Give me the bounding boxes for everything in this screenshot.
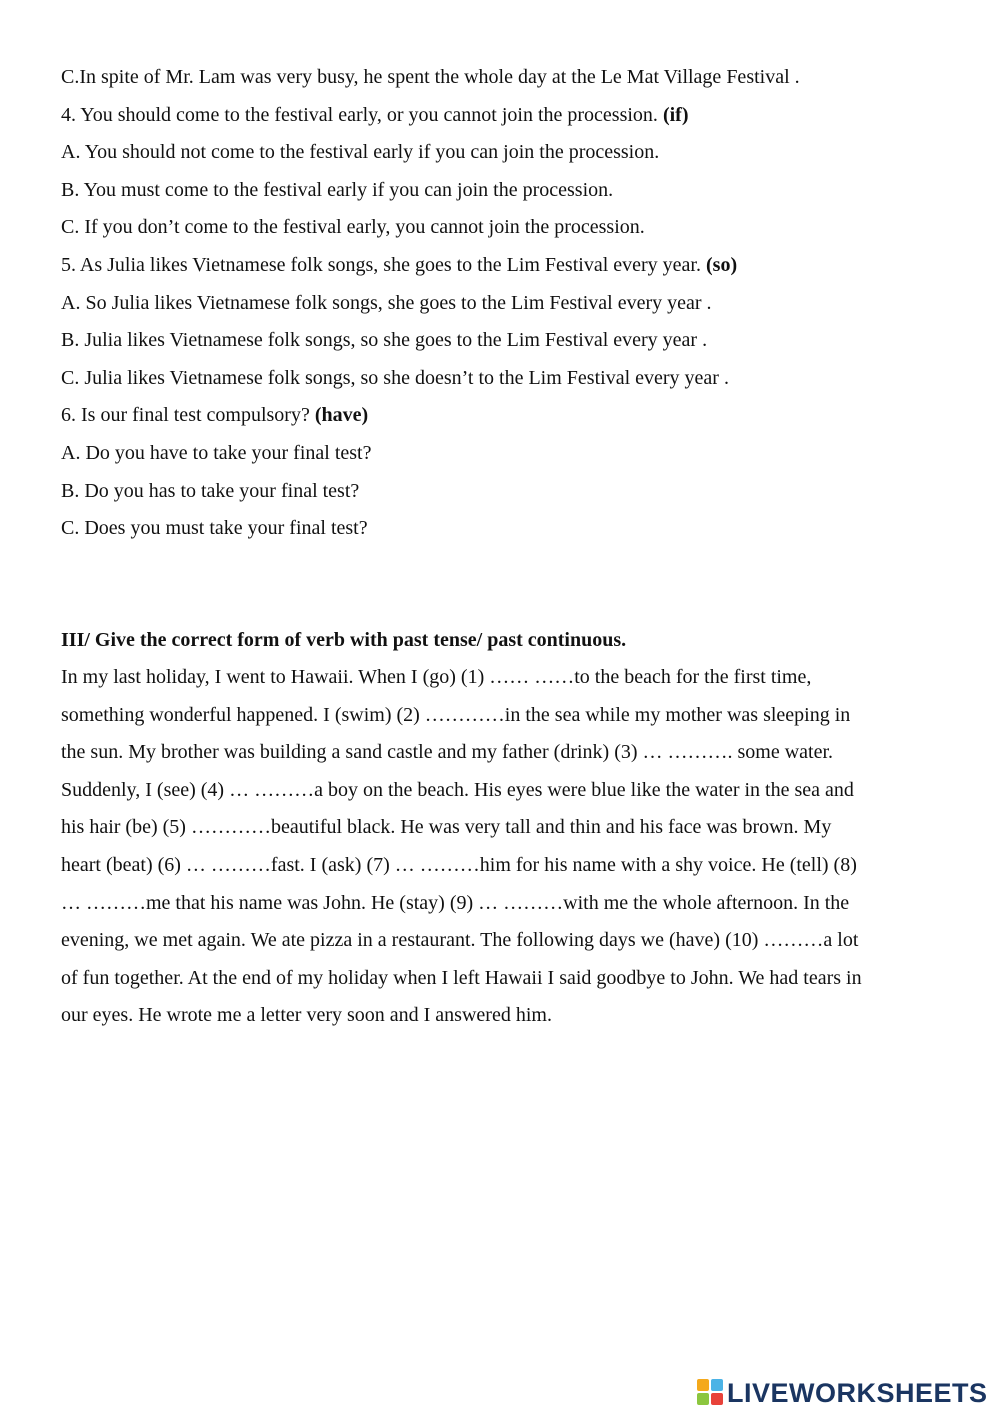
question-line: [61, 97, 961, 135]
option-line: [61, 510, 961, 548]
option-line: [61, 59, 961, 97]
option-line: [61, 322, 961, 360]
option-line: [61, 473, 961, 511]
option-line: [61, 209, 961, 247]
line-text: A. So Julia likes Vietnamese folk songs, she goes to the Lim Festival every year .: [61, 291, 712, 314]
passage-line: our eyes. He wrote me a letter very soon and I answered him.: [61, 1004, 552, 1027]
passage-line: … ………me that his name was John. He (stay) (9) … ………with me the whole afternoon. In the: [61, 891, 850, 914]
option-line: [61, 134, 961, 172]
line-text: B. You must come to the festival early if you can join the procession.: [61, 178, 614, 201]
line-text: 6. Is our final test compulsory?: [61, 404, 315, 427]
passage-line: In my last holiday, I went to Hawaii. When I (go) (1) …… ……to the beach for the first time,: [61, 666, 812, 688]
liveworksheets-logo: [697, 1378, 988, 1408]
option-line: [61, 435, 961, 473]
line-text: A. You should not come to the festival early if you can join the procession.: [61, 141, 660, 164]
keyword-hint: (have): [314, 404, 369, 427]
passage-line: the sun. My brother was building a sand castle and my father (drink) (3) … ………. some water.: [61, 741, 834, 764]
line-text: C. Julia likes Vietnamese folk songs, so she doesn’t to the Lim Festival every year .: [61, 366, 729, 389]
line-text: A. Do you have to take your final test?: [61, 441, 372, 464]
line-text: B. Julia likes Vietnamese folk songs, so she goes to the Lim Festival every year .: [61, 329, 708, 352]
passage-line: something wonderful happened. I (swim) (2) …………in the sea while my mother was sleeping in: [61, 703, 851, 726]
passage-line: heart (beat) (6) … ………fast. I (ask) (7) … ………him for his name with a shy voice. He (tell) (8): [61, 853, 857, 876]
line-text: C.In spite of Mr. Lam was very busy, he spent the whole day at the Le Mat Village Festival .: [61, 66, 800, 88]
line-text: 4. You should come to the festival early, or you cannot join the procession.: [61, 103, 663, 126]
exercise-2-options: [61, 59, 961, 548]
liveworksheets-logo-icon: [697, 1379, 725, 1407]
keyword-hint: (if): [662, 103, 689, 126]
question-line: [61, 247, 961, 285]
passage-line: of fun together. At the end of my holiday when I left Hawaii I said goodbye to John. We had tears in: [61, 966, 862, 989]
verb-form-passage: [61, 659, 961, 1035]
passage-line: Suddenly, I (see) (4) … ………a boy on the beach. His eyes were blue like the water in the sea and: [61, 778, 854, 801]
line-text: 5. As Julia likes Vietnamese folk songs, she goes to the Lim Festival every year.: [61, 253, 706, 276]
section-3-title: III/ Give the correct form of verb with past tense/ past continuous.: [61, 629, 627, 651]
question-line: [61, 397, 961, 435]
passage-line: evening, we met again. We ate pizza in a restaurant. The following days we (have) (10) ………a lot: [61, 929, 859, 952]
option-line: [61, 285, 961, 323]
option-line: [61, 360, 961, 398]
option-line: [61, 172, 961, 210]
keyword-hint: (so): [706, 253, 738, 276]
line-text: C. Does you must take your final test?: [61, 517, 368, 540]
passage-line: his hair (be) (5) …………beautiful black. He was very tall and thin and his face was brown. My: [61, 816, 832, 839]
line-text: B. Do you has to take your final test?: [61, 479, 360, 502]
line-text: C. If you don’t come to the festival early, you cannot join the procession.: [61, 216, 645, 239]
brand-name: LIVEWORKSHEETS: [727, 1377, 988, 1408]
